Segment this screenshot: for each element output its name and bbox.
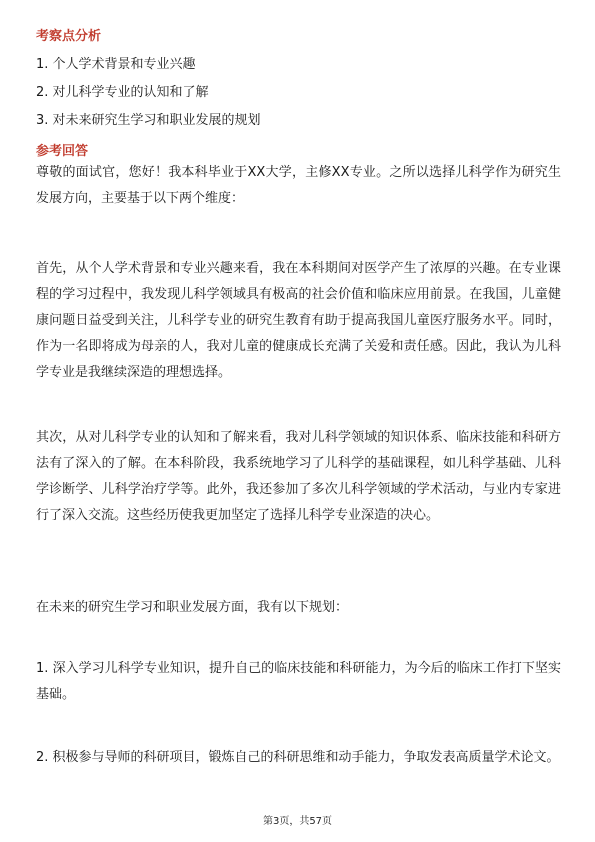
answer-heading: 参考回答 [36,144,89,159]
analysis-heading: 考察点分析 [36,29,102,44]
page-number: 第3页，共57页 [262,816,333,827]
answer-plan-item-2: 2. 积极参与导师的科研项目，锻炼自己的科研思维和动手能力，争取发表高质量学术论文。 [36,750,560,765]
analysis-item-3: 3. 对未来研究生学习和职业发展的规划 [36,113,261,128]
answer-paragraph-intro: 尊敬的面试官，您好！我本科毕业于XX大学，主修XX专业。之所以选择儿科学作为研究生发展方向，主要基于以下两个维度： [36,165,561,206]
analysis-item-2: 2. 对儿科学专业的认知和了解 [36,85,209,100]
answer-paragraph-second: 其次，从对儿科学专业的认知和了解来看，我对儿科学领域的知识体系、临床技能和科研方法有了深入的了解。在本科阶段，我系统地学习了儿科学的基础课程，如儿科学基础、儿科学诊断学、儿科学治疗学等。此外，我还参加了多次儿科学领域的学术活动，与业内专家进行了深入交流。这些经历使我更加坚定了选择儿科学专业深造的决心。 [36,430,561,523]
answer-paragraph-plan-intro: 在未来的研究生学习和职业发展方面，我有以下规划： [36,600,349,615]
answer-plan-item-1: 1. 深入学习儿科学专业知识，提升自己的临床技能和科研能力，为今后的临床工作打下坚实基础。 [36,661,561,702]
analysis-item-1: 1. 个人学术背景和专业兴趣 [36,57,196,72]
answer-paragraph-first: 首先，从个人学术背景和专业兴趣来看，我在本科期间对医学产生了浓厚的兴趣。在专业课程的学习过程中，我发现儿科学领域具有极高的社会价值和临床应用前景。在我国，儿童健康问题日益受到关注，儿科学专业的研究生教育有助于提高我国儿童医疗服务水平。同时，作为一名即将成为母亲的人，我对儿童的健康成长充满了关爱和责任感。因此，我认为儿科学专业是我继续深造的理想选择。 [36,261,561,380]
